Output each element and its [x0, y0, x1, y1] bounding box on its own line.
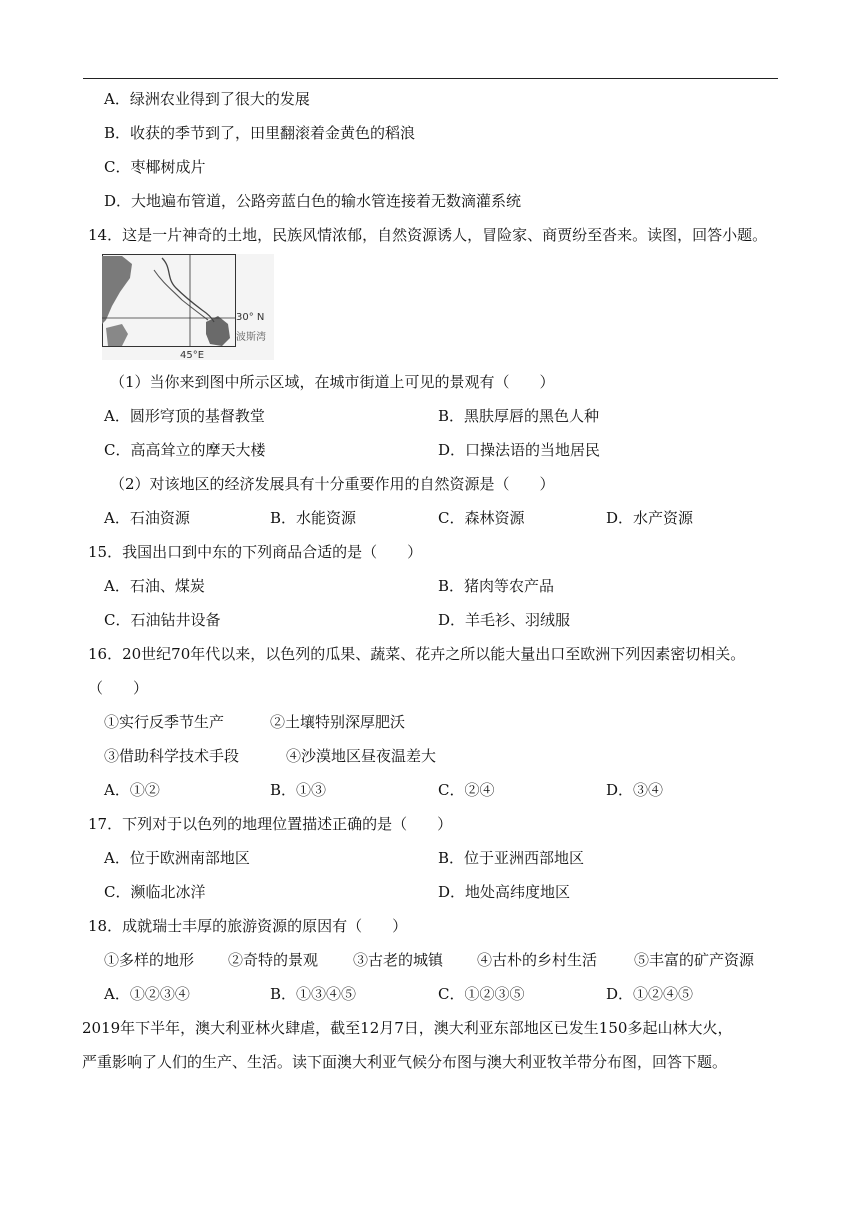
- q14-sub1-option-a[interactable]: A．圆形穹顶的基督教堂: [104, 407, 265, 425]
- q16-option-b[interactable]: B．①③: [270, 781, 327, 799]
- q16-option-d[interactable]: D．③④: [606, 781, 664, 799]
- q14-sub2-stem: （2）对该地区的经济发展具有十分重要作用的自然资源是（ ）: [110, 475, 555, 493]
- q15-stem: 15．我国出口到中东的下列商品合适的是（ ）: [88, 543, 423, 561]
- q18-option-a[interactable]: A．①②③④: [104, 985, 190, 1003]
- q15-option-a[interactable]: A．石油、煤炭: [104, 577, 205, 595]
- q18-item-5: ⑤丰富的矿产资源: [634, 951, 755, 969]
- q15-option-d[interactable]: D．羊毛衫、羽绒服: [438, 611, 571, 629]
- q16-item-1: ①实行反季节生产: [104, 713, 225, 731]
- q14-stem: 14．这是一片神奇的土地，民族风情浓郁，自然资源诱人，冒险家、商贾纷至沓来。读图，回答小题。: [88, 226, 768, 244]
- gulf-label: 波斯湾: [236, 332, 266, 343]
- q13-option-b[interactable]: B．收获的季节到了，田里翻滚着金黄色的稻浪: [104, 124, 416, 142]
- q13-option-d[interactable]: D．大地遍布管道，公路旁蓝白色的输水管连接着无数滴灌系统: [104, 192, 522, 210]
- q14-sub2-option-c[interactable]: C．森林资源: [438, 509, 525, 527]
- passage-line-1: 2019年下半年，澳大利亚林火肆虐，截至12月7日，澳大利亚东部地区已发生150多起山林大火，: [82, 1019, 733, 1037]
- q17-option-d[interactable]: D．地处高纬度地区: [438, 883, 571, 901]
- q14-sub1-stem: （1）当你来到图中所示区域，在城市街道上可见的景观有（ ）: [110, 373, 555, 391]
- q14-sub2-option-d[interactable]: D．水产资源: [606, 509, 694, 527]
- q18-item-3: ③古老的城镇: [353, 951, 444, 969]
- q18-option-d[interactable]: D．①②④⑤: [606, 985, 694, 1003]
- q14-sub1-option-c[interactable]: C．高高耸立的摩天大楼: [104, 441, 266, 459]
- q16-item-2: ②土壤特别深厚肥沃: [270, 713, 406, 731]
- q15-option-c[interactable]: C．石油钻井设备: [104, 611, 221, 629]
- q18-option-b[interactable]: B．①③④⑤: [270, 985, 357, 1003]
- passage-line-2: 严重影响了人们的生产、生活。读下面澳大利亚气候分布图与澳大利亚牧羊带分布图，回答下题。: [82, 1053, 728, 1071]
- q16-option-a[interactable]: A．①②: [104, 781, 160, 799]
- q14-sub1-option-d[interactable]: D．口操法语的当地居民: [438, 441, 601, 459]
- q13-option-c[interactable]: C．枣椰树成片: [104, 158, 206, 176]
- q18-option-c[interactable]: C．①②③⑤: [438, 985, 525, 1003]
- q14-sub2-option-a[interactable]: A．石油资源: [104, 509, 190, 527]
- q14-sub2-option-b[interactable]: B．水能资源: [270, 509, 357, 527]
- q17-option-b[interactable]: B．位于亚洲西部地区: [438, 849, 585, 867]
- q14-sub1-option-b[interactable]: B．黑肤厚唇的黑色人种: [438, 407, 600, 425]
- q18-item-4: ④古朴的乡村生活: [477, 951, 598, 969]
- q16-stem-line2: （ ）: [88, 679, 149, 697]
- q17-option-c[interactable]: C．濒临北冰洋: [104, 883, 206, 901]
- latitude-label: 30° N: [236, 312, 265, 323]
- middle-east-map: [102, 254, 274, 360]
- q13-option-a[interactable]: A．绿洲农业得到了很大的发展: [104, 90, 310, 108]
- q16-stem-line1: 16．20世纪70年代以来，以色列的瓜果、蔬菜、花卉之所以能大量出口至欧洲下列因素密切相关。: [88, 645, 746, 663]
- longitude-label: 45°E: [180, 350, 205, 360]
- q16-option-c[interactable]: C．②④: [438, 781, 495, 799]
- q18-item-2: ②奇特的景观: [228, 951, 319, 969]
- q18-item-1: ①多样的地形: [104, 951, 195, 969]
- q17-stem: 17．下列对于以色列的地理位置描述正确的是（ ）: [88, 815, 453, 833]
- q17-option-a[interactable]: A．位于欧洲南部地区: [104, 849, 250, 867]
- q16-item-3: ③借助科学技术手段: [104, 747, 240, 765]
- q16-item-4: ④沙漠地区昼夜温差大: [286, 747, 437, 765]
- q15-option-b[interactable]: B．猪肉等农产品: [438, 577, 555, 595]
- header-rule: [83, 78, 778, 79]
- q18-stem: 18．成就瑞士丰厚的旅游资源的原因有（ ）: [88, 917, 408, 935]
